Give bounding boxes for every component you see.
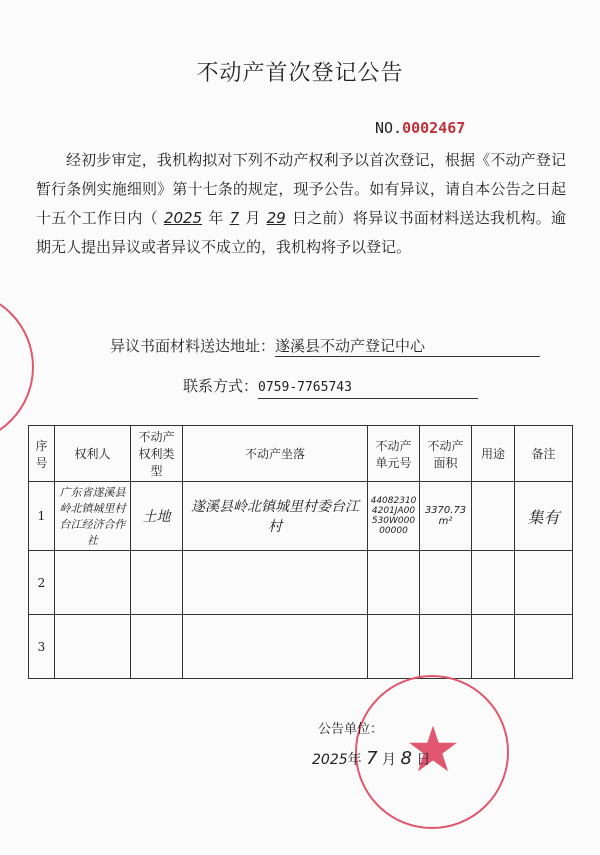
number-value: 0002467 [402,119,466,137]
cell [131,615,183,679]
label: 年 [208,209,224,227]
header-cell: 权利人 [55,426,131,482]
header-cell: 不动产坐落 [183,426,368,482]
table-header [29,426,573,482]
cell [472,551,515,615]
header-cell: 备注 [515,426,573,482]
cell [183,551,368,615]
page-title: 不动产首次登记公告 [196,61,404,86]
cell: 3370.73m² [420,482,472,551]
notice-body [36,146,566,262]
table-row [29,551,573,615]
property-table [28,425,573,679]
address-label: 异议书面材料送达地址： [110,337,276,355]
body-text-2: 将异议书面材料送达我机构。逾期无人提出异议或者异议不成立的，我机构将予以登记。 [36,209,566,256]
header-cell: 不动产面积 [420,426,472,482]
cell: 遂溪县岭北镇城里村委台江村 [183,482,368,551]
body-text-1: 经初步审定，我机构拟对下列不动产权利予以首次登记，根据《不动产登记暂行条例实施细则》第十七条的规定，现予公告。如有异议，请自本公告之日起十五个工作日内（ [36,151,566,227]
label: 日之前） [291,209,353,227]
sign-date [312,748,430,769]
cell [131,551,183,615]
label: 日 [416,752,431,768]
deadline-year: 2025 [163,209,203,227]
cell [515,615,573,679]
cell: 集有 [515,482,573,551]
address-value: 遂溪县不动产登记中心 [275,336,540,357]
table-row [29,615,573,679]
number-prefix: NO. [375,119,403,137]
cell [55,551,131,615]
deadline-month: 7 [229,209,240,227]
label: 年 [347,752,362,768]
contact-line [183,376,478,399]
cell: 土地 [131,482,183,551]
cell [368,551,420,615]
header-cell: 不动产单元号 [368,426,420,482]
cell: 1 [29,482,55,551]
cell [55,615,131,679]
cell [472,482,515,551]
notice-number [375,119,465,137]
cell [368,615,420,679]
cell: 2 [29,551,55,615]
cell [420,551,472,615]
sign-day: 8 [400,748,412,769]
sign-month: 7 [366,748,378,769]
header-cell: 序号 [29,426,55,482]
cell: 3 [29,615,55,679]
sign-year: 2025 [312,752,348,768]
cell: 440823104201JA00530W00000000 [368,482,420,551]
label: 月 [245,209,261,227]
contact-value: 0759-7765743 [258,378,478,399]
signer-label: 公告单位： [318,722,384,737]
table-row [29,482,573,551]
cell [472,615,515,679]
header-cell: 用途 [472,426,515,482]
left-seal-fragment [0,290,34,444]
address-line [110,336,540,357]
cell [183,615,368,679]
label: 月 [382,752,396,768]
header-cell: 不动产权利类型 [131,426,183,482]
deadline-day: 29 [266,209,286,227]
cell [515,551,573,615]
contact-label: 联系方式： [183,377,259,395]
cell [420,615,472,679]
cell: 广东省遂溪县岭北镇城里村台江经济合作社 [55,482,131,551]
